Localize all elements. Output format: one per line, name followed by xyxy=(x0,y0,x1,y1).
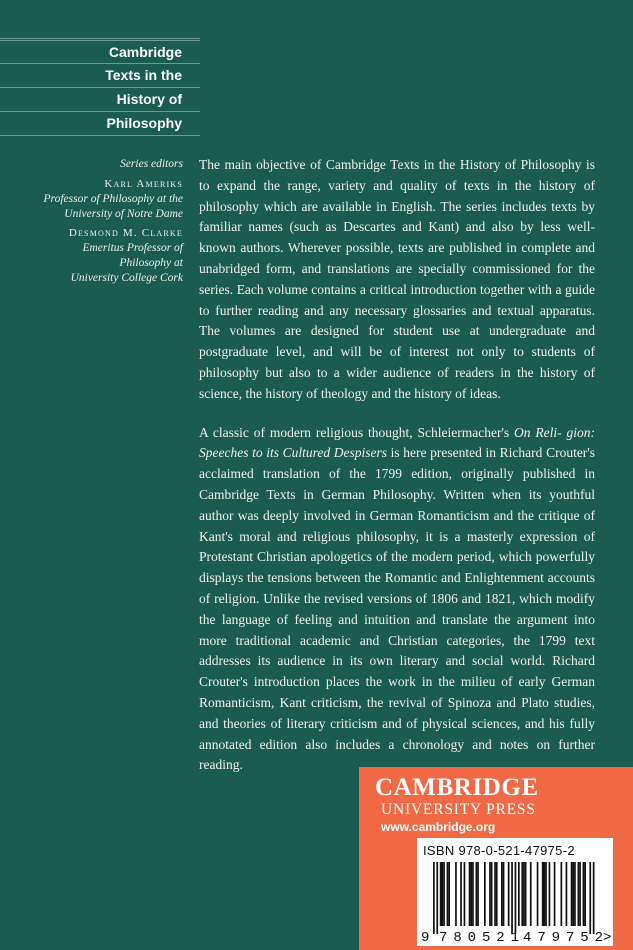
ean-right-group: 479752 xyxy=(523,930,603,946)
barcode-bar xyxy=(574,862,576,926)
barcode-bar xyxy=(503,862,505,926)
ean-first-digit: 9 xyxy=(421,930,430,946)
barcode-bar xyxy=(523,862,525,926)
barcode-bar xyxy=(442,862,444,926)
barcode-bar xyxy=(561,862,563,926)
barcode-bar xyxy=(530,862,532,926)
book-title: On Reli- xyxy=(514,424,562,440)
series-editors-label: Series editors xyxy=(120,158,183,170)
series-title-line: Texts in the xyxy=(0,64,200,88)
barcode-bar xyxy=(544,862,546,926)
barcode-bar xyxy=(508,862,510,926)
barcode-bar xyxy=(455,862,457,926)
barcode-bar xyxy=(469,862,471,926)
barcode-bar xyxy=(440,862,442,926)
book-description-text: A classic of modern religious thought, Schleiermacher's xyxy=(199,424,515,440)
series-title xyxy=(0,40,200,136)
blurb xyxy=(199,155,595,776)
series-description: The main objective of Cambridge Texts in the History of Philosophy is to expand the range, variety and quality of texts in the history of philosophy which are available in English. The series includes texts by familiar names (such as Descartes and Kant) and also by less well-known authors. Wherever possible, texts are published in complete and unabridged form, and translations are specially commissioned for the series. Each volume contains a critical introduction together with a guide to further reading and any necessary glossaries and textual apparatus. The volumes are designed for student use at undergraduate and postgraduate level, and will be of interest not only to students of philosophy but also to a wider audience of readers in the history of science, the history of theology and the history of ideas. xyxy=(199,157,595,401)
ean-left-group: 780521 xyxy=(439,930,519,946)
editor-role: Philosophy at xyxy=(119,257,183,269)
barcode-bar xyxy=(464,862,466,926)
barcode-bar xyxy=(470,862,472,926)
barcode-bar xyxy=(491,862,493,926)
barcode-bar xyxy=(584,862,586,926)
barcode-bar xyxy=(433,862,435,934)
barcode-bar xyxy=(511,862,513,934)
barcode-bar xyxy=(542,862,544,926)
barcode-bar xyxy=(476,862,478,926)
barcode-bar xyxy=(484,862,486,926)
barcode-bar xyxy=(593,862,595,934)
series-title-line: History of xyxy=(0,88,200,112)
barcode-bar xyxy=(515,862,517,934)
publisher-url: www.cambridge.org xyxy=(381,820,496,834)
barcode-bar xyxy=(589,862,591,934)
barcode-bar xyxy=(572,862,574,926)
barcode-bar xyxy=(494,862,496,926)
ean-quiet-mark: > xyxy=(603,930,612,946)
book-description xyxy=(199,423,595,777)
barcode-bar xyxy=(525,862,527,926)
book-title: gion: Speeches to its Cultured Despisers xyxy=(199,424,596,461)
isbn-label: ISBN 978-0-521-47975-2 xyxy=(423,843,575,858)
publisher-subtitle: UNIVERSITY PRESS xyxy=(381,801,536,818)
barcode-graphic xyxy=(417,838,613,946)
barcode-bar xyxy=(472,862,474,926)
barcode-bar xyxy=(521,862,523,926)
barcode-bar xyxy=(549,862,551,926)
editor-role: University College Cork xyxy=(70,272,183,284)
barcode-bar xyxy=(496,862,498,926)
barcode-bar xyxy=(554,862,556,926)
book-description-text: is here presented in Richard xyxy=(387,445,543,461)
barcode-bar xyxy=(518,862,520,926)
barcode-bar xyxy=(545,862,547,926)
series-title-line: Cambridge xyxy=(0,40,200,64)
publisher-panel xyxy=(359,767,633,950)
barcode-bar xyxy=(447,862,449,926)
barcode-bar xyxy=(460,862,462,926)
barcode-bar xyxy=(489,862,491,926)
barcode-bar xyxy=(443,862,445,926)
editor-role: Professor of Philosophy at the xyxy=(43,193,183,205)
editor-name: Desmond M. Clarke xyxy=(68,227,183,239)
barcode-bar xyxy=(566,862,568,926)
editor-role: Emeritus Professor of xyxy=(82,242,183,254)
series-editors xyxy=(0,157,183,286)
series-title-line: Philosophy xyxy=(0,112,200,136)
barcode xyxy=(417,838,613,946)
barcode-bar xyxy=(501,862,503,926)
barcode-bar xyxy=(583,862,585,926)
barcode-bar xyxy=(448,862,450,926)
barcode-bar xyxy=(436,862,438,934)
barcode-bar xyxy=(571,862,573,926)
editor-role: University of Notre Dame xyxy=(64,208,183,220)
publisher-name: CAMBRIDGE xyxy=(375,774,539,801)
barcode-bar xyxy=(477,862,479,926)
barcode-bar xyxy=(579,862,581,926)
editor-name: Karl Ameriks xyxy=(104,178,183,190)
barcode-bar xyxy=(578,862,580,926)
book-description-text: Crouter's acclaimed translation of the 1799 edition, originally published in Cambridge Texts in German Philosophy. Written when its youthful author was deeply involved in German Romanticism and the critique of Kant's moral and religious philosophy, it is a masterly expression of Protestant Christian apologetics of the modern period, which powerfully displays the tensions between the Romantic and Enlightenment accounts of religion. Unlike the revised versions of 1806 and 1821, which modify the language of feeling and intuition and translate the argument into more traditional academic and Christian categories, the 1799 text addresses its audience in its own literary and social world. Richard Crouter's introduction places the work in the milieu of early German Romanticism, Kant criticism, the revival of Spinoza and Plato studies, and theories of literary criticism and of physical sciences, and his fully annotated edition also includes a chronology and notes on further reading. xyxy=(199,445,595,773)
top-rule xyxy=(0,38,200,39)
barcode-bar xyxy=(537,862,539,926)
